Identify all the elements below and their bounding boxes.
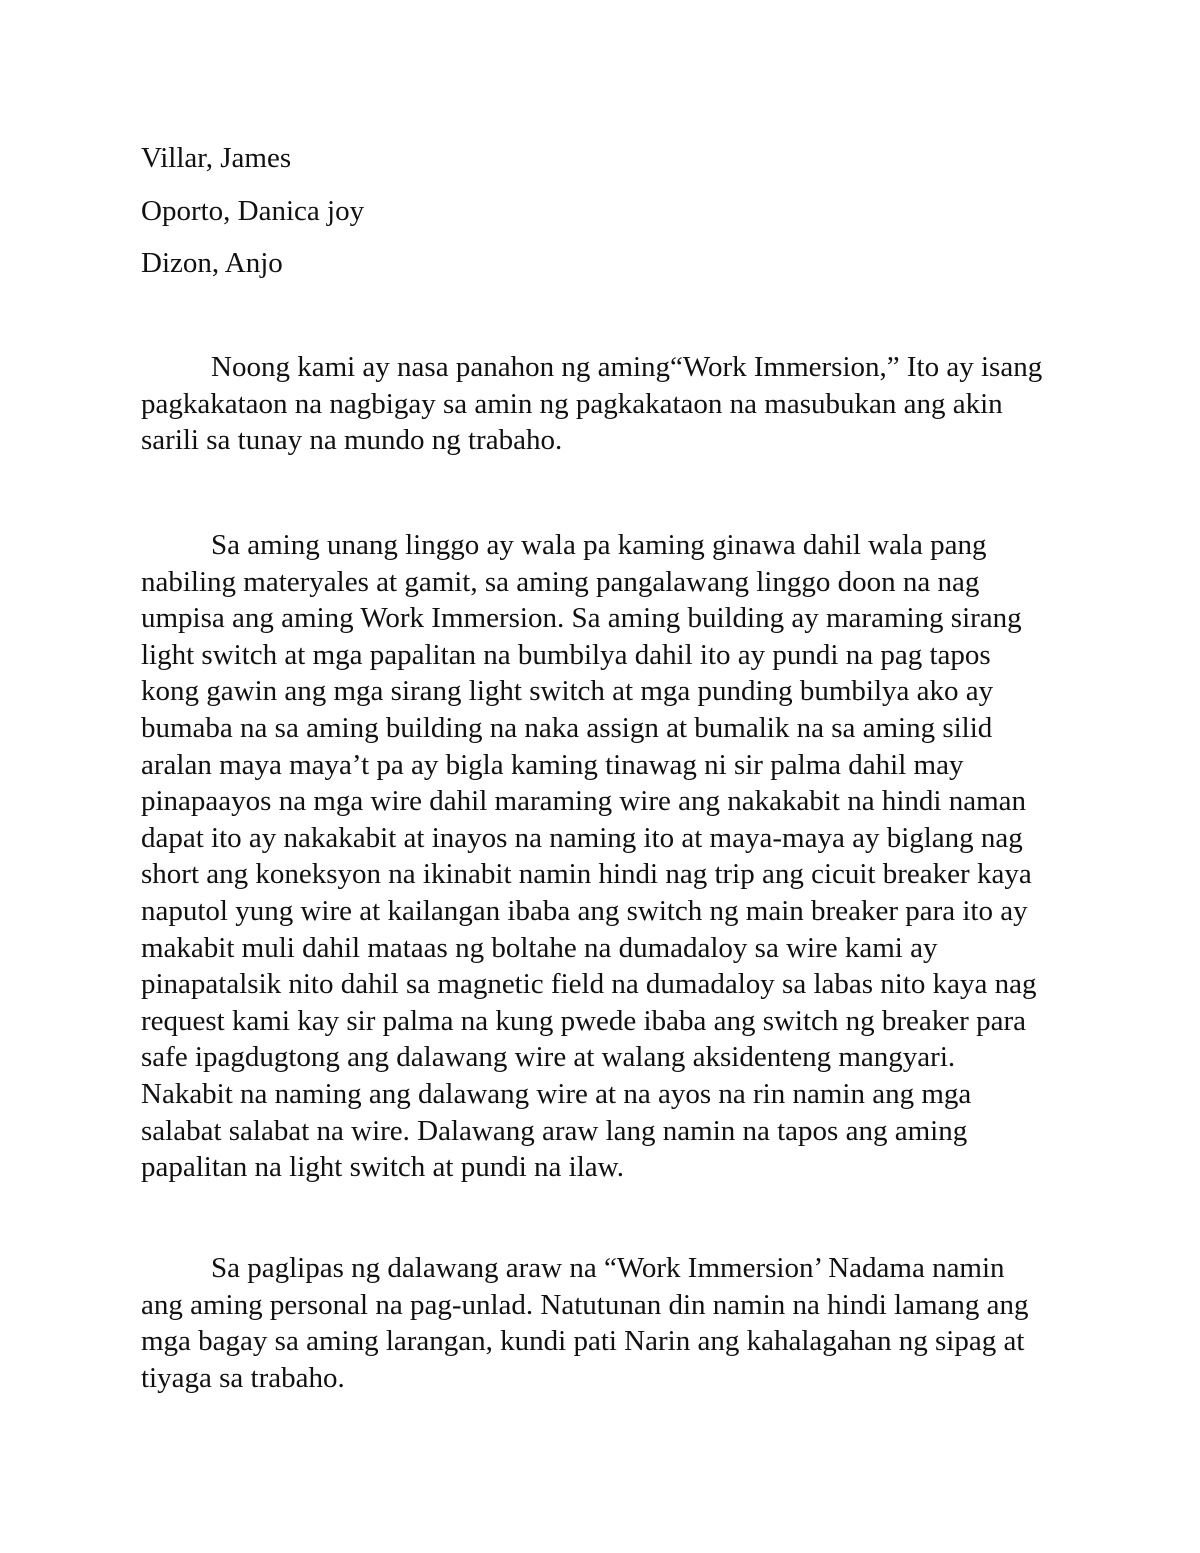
paragraph-line: makabit muli dahil mataas ng boltahe na dumadaloy sa wire kami ay <box>141 931 938 964</box>
paragraph-line: kong gawin ang mga sirang light switch at mga punding bumbilya ako ay <box>141 675 994 708</box>
paragraph-line: tiyaga sa trabaho. <box>141 1361 345 1394</box>
paragraph-line: nabiling materyales at gamit, sa aming pangalawang linggo doon na nag <box>141 565 980 598</box>
paragraph-line: pinapatalsik nito dahil sa magnetic field na dumadaloy sa labas nito kaya nag <box>141 968 1037 1001</box>
paragraph-intro <box>141 349 1061 459</box>
paragraph-line: sarili sa tunay na mundo ng trabaho. <box>141 424 563 457</box>
author-name: Dizon, Anjo <box>141 247 283 279</box>
paragraph-line: Noong kami ay nasa panahon ng aming“Work Immersion,” Ito ay isang <box>211 351 1043 383</box>
paragraph-line: Sa aming unang linggo ay wala pa kaming ginawa dahil wala pang <box>211 529 987 561</box>
paragraph-line: bumaba na sa aming building na naka assign at bumalik na sa aming silid <box>141 711 993 744</box>
paragraph-line: ang aming personal na pag-unlad. Natutunan din namin na hindi lamang ang <box>141 1288 1029 1321</box>
paragraph-line: salabat salabat na wire. Dalawang araw lang namin na tapos ang aming <box>141 1114 968 1147</box>
paragraph-line: papalitan na light switch at pundi na ilaw. <box>141 1151 624 1184</box>
paragraph-line: mga bagay sa aming larangan, kundi pati Narin ang kahalagahan ng sipag at <box>141 1325 1025 1358</box>
author-name: Oporto, Danica joy <box>141 194 365 227</box>
paragraph-line: aralan maya maya’t pa ay bigla kaming tinawag ni sir palma dahil may <box>141 748 964 781</box>
paragraph-conclusion <box>141 1250 1061 1396</box>
paragraph-line: naputol yung wire at kailangan ibaba ang switch ng main breaker para ito ay <box>141 894 1028 927</box>
paragraph-line: Nakabit na naming ang dalawang wire at na ayos na rin namin ang mga <box>141 1077 972 1110</box>
author-list <box>141 140 1061 298</box>
paragraph-line: short ang koneksyon na ikinabit namin hindi nag trip ang cicuit breaker kaya <box>141 858 1032 891</box>
author-name: Villar, James <box>141 142 292 174</box>
paragraph-line: pinapaayos na mga wire dahil maraming wire ang nakakabit na hindi naman <box>141 785 1027 818</box>
paragraph-line: umpisa ang aming Work Immersion. Sa aming building ay maraming sirang <box>141 602 1022 635</box>
paragraph-experience <box>141 527 1061 1186</box>
paragraph-line: request kami kay sir palma na kung pwede ibaba ang switch ng breaker para <box>141 1004 1026 1037</box>
paragraph-line: safe ipagdugtong ang dalawang wire at walang aksidenteng mangyari. <box>141 1041 956 1074</box>
paragraph-line: light switch at mga papalitan na bumbilya dahil ito ay pundi na pag tapos <box>141 638 991 671</box>
paragraph-line: dapat ito ay nakakabit at inayos na naming ito at maya-maya ay biglang nag <box>141 821 1023 854</box>
paragraph-line: pagkakataon na nagbigay sa amin ng pagkakataon na masubukan ang akin <box>141 387 1003 420</box>
paragraph-line: Sa paglipas ng dalawang araw na “Work Immersion’ Nadama namin <box>211 1252 1005 1284</box>
